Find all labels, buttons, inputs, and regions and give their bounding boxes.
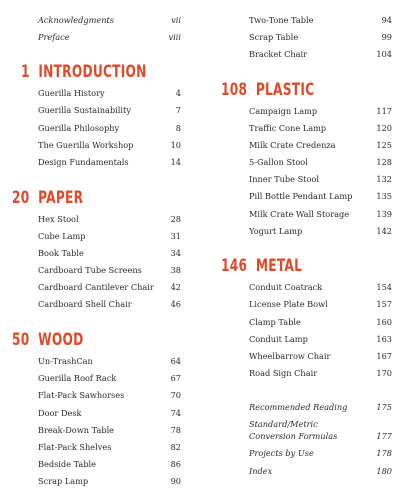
entry-page: 64 (170, 356, 181, 366)
entry-title: License Plate Bowl (249, 299, 328, 309)
entry-page: 38 (170, 265, 181, 275)
entry-page: 167 (376, 351, 392, 361)
entry-title: Traffic Cone Lamp (249, 123, 327, 133)
entry-page: 7 (175, 105, 181, 115)
entry-title: Bracket Chair (249, 49, 308, 59)
section-title: WOOD (38, 330, 84, 350)
entry-title: Guerilla Roof Rack (38, 373, 117, 383)
toc-entry[interactable] (249, 47, 392, 61)
entry-page: 74 (170, 408, 181, 418)
toc-entry[interactable] (38, 86, 181, 100)
entry-page: 86 (170, 459, 181, 469)
section-title: INTRODUCTION (38, 62, 147, 82)
entry-page: 4 (175, 88, 181, 98)
entry-title: Campaign Lamp (249, 106, 318, 116)
entry-title: Un-TrashCan (38, 356, 93, 366)
toc-entry[interactable] (38, 246, 181, 260)
entry-title: Index (249, 466, 273, 476)
toc-entry[interactable] (38, 138, 181, 152)
entry-page: 42 (170, 282, 181, 292)
entry-title: 5-Gallon Stool (249, 157, 308, 167)
entry-page: 70 (170, 390, 181, 400)
entry-title: Guerilla History (38, 88, 105, 98)
entry-title: Break-Down Table (38, 425, 115, 435)
section-heading-introduction (21, 60, 147, 84)
entry-page: 160 (376, 317, 392, 327)
section-number: 20 (12, 188, 30, 208)
entry-title: Bedside Table (38, 459, 97, 469)
toc-entry[interactable] (38, 263, 181, 277)
entry-page: 78 (170, 425, 181, 435)
entry-title: Book Table (38, 248, 84, 258)
toc-entry[interactable] (249, 155, 392, 169)
entry-title: Guerilla Philosophy (38, 123, 120, 133)
entry-page: 34 (170, 248, 181, 258)
entry-title: Scrap Table (249, 32, 299, 42)
entry-page: 8 (175, 123, 181, 133)
toc-entry[interactable] (249, 224, 392, 238)
entry-page: 14 (170, 157, 181, 167)
entry-page: 178 (376, 448, 392, 458)
entry-title: Milk Crate Wall Storage (249, 209, 350, 219)
toc-entry[interactable] (249, 280, 392, 294)
entry-page: 120 (376, 123, 392, 133)
toc-entry[interactable] (38, 280, 181, 294)
toc-entry[interactable] (38, 388, 181, 402)
toc-entry[interactable] (38, 212, 181, 226)
entry-page: 82 (170, 442, 181, 452)
section-number: 1 (21, 62, 30, 82)
entry-page: 99 (381, 32, 392, 42)
toc-entry[interactable] (38, 121, 181, 135)
entry-title: Recommended Reading (249, 402, 348, 412)
toc-entry[interactable] (249, 121, 392, 135)
section-number: 146 (221, 256, 248, 276)
entry-title: Conduit Coatrack (249, 282, 323, 292)
entry-title: Scrap Lamp (38, 476, 89, 486)
toc-entry[interactable] (38, 30, 181, 44)
entry-title: Cube Lamp (38, 231, 86, 241)
toc-entry[interactable] (38, 457, 181, 471)
entry-title: Acknowledgments (38, 15, 114, 25)
toc-entry[interactable] (38, 406, 181, 420)
toc-entry[interactable] (249, 446, 392, 460)
toc-entry[interactable] (38, 354, 181, 368)
toc-entry[interactable] (38, 440, 181, 454)
toc-entry[interactable] (38, 13, 181, 27)
toc-entry[interactable] (38, 229, 181, 243)
entry-page: 67 (170, 373, 181, 383)
section-heading-metal (221, 254, 302, 278)
section-heading-plastic (221, 78, 314, 102)
toc-entry[interactable] (249, 172, 392, 186)
entry-title: Hex Stool (38, 214, 79, 224)
entry-title: Conduit Lamp (249, 334, 308, 344)
entry-page: 31 (170, 231, 181, 241)
entry-page: 28 (170, 214, 181, 224)
entry-page: 10 (170, 140, 181, 150)
entry-page: 128 (376, 157, 392, 167)
toc-entry[interactable] (249, 366, 392, 380)
entry-page: 46 (170, 299, 181, 309)
toc-entry[interactable] (38, 423, 181, 437)
entry-title: Yogurt Lamp (249, 226, 303, 236)
toc-entry[interactable] (249, 332, 392, 346)
toc-entry[interactable] (38, 155, 181, 169)
section-title: METAL (255, 256, 303, 276)
entry-page: 104 (376, 49, 392, 59)
toc-entry[interactable] (38, 297, 181, 311)
entry-title: Road Sign Chair (249, 368, 318, 378)
section-heading-paper (12, 186, 83, 210)
entry-page: 175 (376, 402, 392, 412)
toc-entry[interactable] (38, 103, 181, 117)
entry-page: 180 (376, 466, 392, 476)
entry-page: 177 (376, 431, 392, 441)
section-number: 108 (221, 80, 248, 100)
section-title: PLASTIC (255, 80, 315, 100)
entry-page: 94 (381, 15, 392, 25)
toc-entry[interactable] (249, 297, 392, 311)
section-title: PAPER (38, 188, 84, 208)
entry-page: 135 (376, 191, 392, 201)
entry-title: Door Desk (38, 408, 82, 418)
toc-entry[interactable] (249, 13, 392, 27)
entry-page: 142 (376, 226, 392, 236)
entry-page: 125 (376, 140, 392, 150)
entry-title: Standard/Metric Conversion Formulas (249, 419, 338, 441)
entry-title: Flat-Pack Shelves (38, 442, 112, 452)
entry-page: 139 (376, 209, 392, 219)
entry-page: 90 (170, 476, 181, 486)
entry-title: Flat-Pack Sawhorses (38, 390, 125, 400)
toc-entry[interactable] (38, 474, 181, 488)
toc-entry[interactable] (249, 104, 392, 118)
entry-title: Two-Tone Table (249, 15, 314, 25)
toc-entry[interactable] (249, 464, 392, 478)
entry-page: viii (168, 32, 181, 42)
section-heading-wood (12, 328, 83, 352)
toc-entry[interactable] (249, 400, 392, 414)
entry-title: Clamp Table (249, 317, 301, 327)
toc-entry[interactable] (38, 371, 181, 385)
entry-title: Pill Bottle Pendant Lamp (249, 191, 353, 201)
toc-entry[interactable] (249, 418, 392, 442)
entry-title: The Guerilla Workshop (38, 140, 134, 150)
entry-page: 154 (376, 282, 392, 292)
entry-page: 132 (376, 174, 392, 184)
entry-title: Projects by Use (249, 448, 314, 458)
entry-title: Inner Tube Stool (249, 174, 319, 184)
entry-page: 170 (376, 368, 392, 378)
toc-entry[interactable] (249, 349, 392, 363)
entry-title: Cardboard Cantilever Chair (38, 282, 154, 292)
entry-title: Cardboard Tube Screens (38, 265, 142, 275)
entry-title: Cardboard Shell Chair (38, 299, 132, 309)
entry-page: 117 (376, 106, 392, 116)
toc-entry[interactable] (249, 207, 392, 221)
entry-page: vii (171, 15, 181, 25)
toc-entry[interactable] (249, 138, 392, 152)
entry-title: Wheelbarrow Chair (249, 351, 331, 361)
entry-page: 157 (376, 299, 392, 309)
toc-entry[interactable] (249, 189, 392, 203)
toc-entry[interactable] (249, 315, 392, 329)
entry-title: Guerilla Sustainability (38, 105, 131, 115)
entry-title: Milk Crate Credenza (249, 140, 336, 150)
toc-entry[interactable] (249, 30, 392, 44)
entry-title: Preface (38, 32, 70, 42)
entry-title: Design Fundamentals (38, 157, 129, 167)
section-number: 50 (12, 330, 30, 350)
entry-page: 163 (376, 334, 392, 344)
